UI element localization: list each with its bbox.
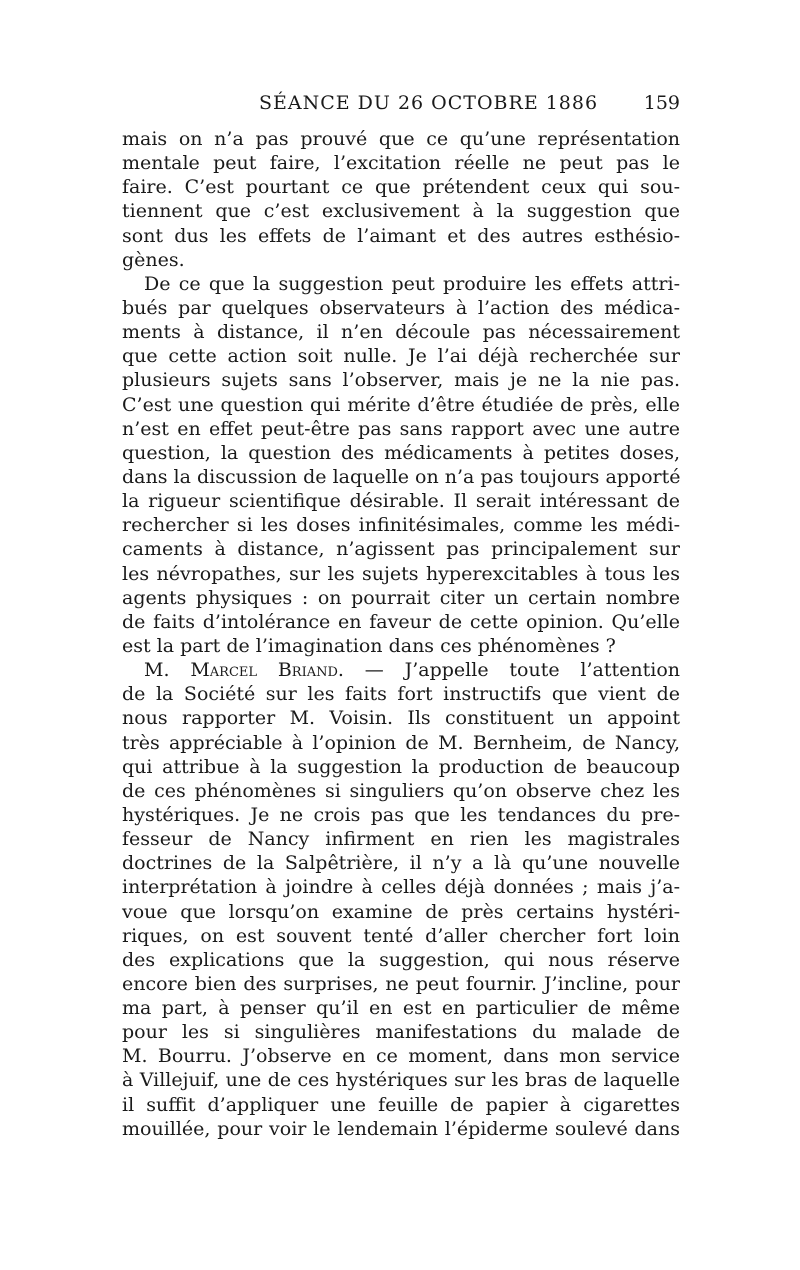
text-line: très appréciable à l’opinion de M. Bernheim, de Nancy, — [122, 731, 680, 754]
text-line: est la part de l’imagination dans ces phénomènes ? — [122, 634, 616, 657]
text-line: faire. C’est pourtant ce que prétendent ceux qui sou- — [122, 176, 680, 199]
text-line: mentale peut faire, l’excitation réelle ne peut pas le — [122, 152, 680, 175]
text-line: bués par quelques observateurs à l’action des médica- — [122, 296, 680, 319]
text-line: caments à distance, n’agissent pas principalement sur — [122, 538, 680, 561]
speaker-name: M. Marcel Briand. — [144, 659, 344, 682]
text-line: plusieurs sujets sans l’observer, mais je ne la nie pas. — [122, 369, 680, 392]
speaker-line — [122, 658, 680, 682]
text-line: M. Bourru. J’observe en ce moment, dans mon service — [122, 1045, 680, 1068]
text-line: rechercher si les doses infinitésimales, comme les médi- — [122, 514, 680, 537]
text-line: les névropathes, sur les sujets hyperexcitables à tous les — [122, 562, 680, 585]
text-line: gènes. — [122, 248, 185, 271]
text-line: la rigueur scientifique désirable. Il serait intéressant de — [122, 490, 680, 513]
text-line: question, la question des médicaments à petites doses, — [122, 441, 680, 464]
text-line: interprétation à joindre à celles déjà données ; mais j’a- — [122, 876, 680, 899]
text-line: des explications que la suggestion, qui nous réserve — [122, 948, 680, 971]
running-title: SÉANCE DU 26 OCTOBRE 1886 — [259, 92, 599, 114]
text-line: dans la discussion de laquelle on n’a pas toujours apporté — [122, 465, 681, 488]
body-text — [122, 127, 680, 1141]
text-line: ma part, à penser qu’il en est en particulier de même — [122, 997, 680, 1020]
text-line: nous rapporter M. Voisin. Ils constituent un appoint — [122, 707, 680, 730]
text-line: mais on n’a pas prouvé que ce qu’une représentation — [122, 128, 680, 150]
text-line: que cette action soit nulle. Je l’ai déjà recherchée sur — [122, 345, 680, 368]
text-line: voue que lorsqu’on examine de près certains hystéri- — [122, 900, 680, 923]
text-line: riques, on est souvent tenté d’aller chercher fort loin — [122, 924, 680, 947]
page-number: 159 — [643, 92, 680, 114]
text-line: pour les si singulières manifestations du malade de — [122, 1021, 680, 1044]
text-line: doctrines de la Salpêtrière, il n’y a là qu’une nouvelle — [122, 852, 680, 875]
text-line: n’est en effet peut-être pas sans rapport avec une autre — [122, 417, 680, 440]
text-line: ments à distance, il n’en découle pas nécessairement — [122, 321, 680, 344]
text-line: C’est une question qui mérite d’être étudiée de près, elle — [122, 393, 680, 416]
text-line: de ces phénomènes si singuliers qu’on observe chez les — [122, 779, 680, 802]
text-line: De ce que la suggestion peut produire les effets attri- — [144, 272, 680, 295]
text-line: fesseur de Nancy infirment en rien les magistrales — [122, 828, 680, 851]
text-line: il suffit d’appliquer une feuille de papier à cigarettes — [122, 1093, 680, 1116]
text-line: hystériques. Je ne crois pas que les tendances du pre- — [122, 803, 680, 826]
text-line: agents physiques : on pourrait citer un certain nombre — [122, 586, 680, 609]
text-line: de la Société sur les faits fort instructifs que vient de — [122, 683, 680, 706]
text-line: qui attribue à la suggestion la production de beaucoup — [122, 755, 680, 778]
text-line: à Villejuif, une de ces hystériques sur les bras de laquelle — [122, 1069, 680, 1092]
running-head — [122, 88, 680, 118]
text-line: tiennent que c’est exclusivement à la suggestion que — [122, 200, 680, 223]
text-line: sont dus les effets de l’aimant et des autres esthésio- — [122, 224, 680, 247]
text-line: de faits d’intolérance en faveur de cette opinion. Qu’elle — [122, 610, 680, 633]
speaker-text: — J’appelle toute l’attention — [343, 659, 680, 682]
text-line: mouillée, pour voir le lendemain l’épiderme soulevé dans — [122, 1117, 680, 1140]
text-line: encore bien des surprises, ne peut fournir. J’incline, pour — [122, 972, 680, 995]
